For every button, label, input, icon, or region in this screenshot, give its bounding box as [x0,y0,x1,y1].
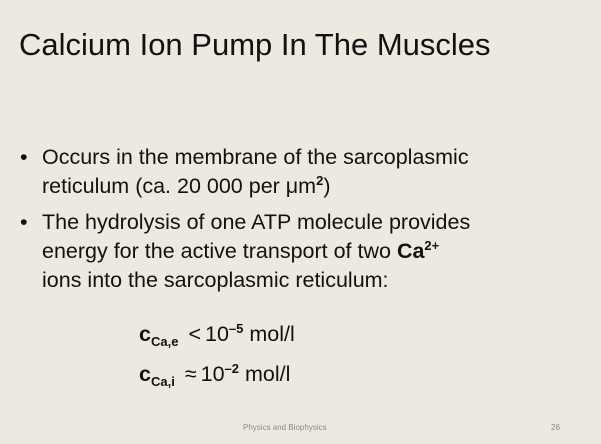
bullet-list [20,143,590,302]
bullet-1-superscript: 2 [316,173,324,188]
bullet-2-line-2 [42,237,590,266]
equation-2-operator: ≈ [184,362,197,386]
equation-2-symbol: c [139,362,151,386]
equation-1-base: 10 [205,322,229,346]
equation-2-unit: mol/l [239,362,291,386]
bullet-item-membrane [20,143,590,201]
bullet-2-line-2-text: energy for the active transport of two [42,239,397,263]
equation-1-unit: mol/l [243,322,295,346]
bullet-1-line-2-text: reticulum (ca. 20 000 per μm [42,174,317,198]
bullet-icon: • [20,210,28,234]
footer-text: Physics and Biophysics [243,423,327,432]
bullet-1-line-2-end: ) [323,174,331,198]
calcium-symbol: Ca [396,239,425,263]
page-number: 26 [551,423,560,432]
bullet-2-line-3: ions into the sarcoplasmic reticulum: [42,268,389,292]
calcium-charge: 2+ [424,238,440,253]
equation-2-subscript: Ca,i [150,374,175,389]
bullet-1-line-1: Occurs in the membrane of the sarcoplasmic [42,145,469,169]
equation-internal-concentration [139,362,290,387]
equation-1-operator: < [188,322,201,346]
equation-1-subscript: Ca,e [150,334,179,349]
bullet-item-hydrolysis [20,208,590,295]
equation-1-exponent: –5 [228,321,244,336]
bullet-icon: • [20,145,28,169]
equation-external-concentration [139,322,295,347]
slide-title: Calcium Ion Pump In The Muscles [19,27,491,62]
bullet-2-line-1: The hydrolysis of one ATP molecule provides [42,210,471,234]
equation-2-exponent: –2 [224,361,240,376]
equation-2-base: 10 [200,362,225,386]
bullet-1-line-2 [42,172,590,201]
equation-1-symbol: c [139,322,151,346]
